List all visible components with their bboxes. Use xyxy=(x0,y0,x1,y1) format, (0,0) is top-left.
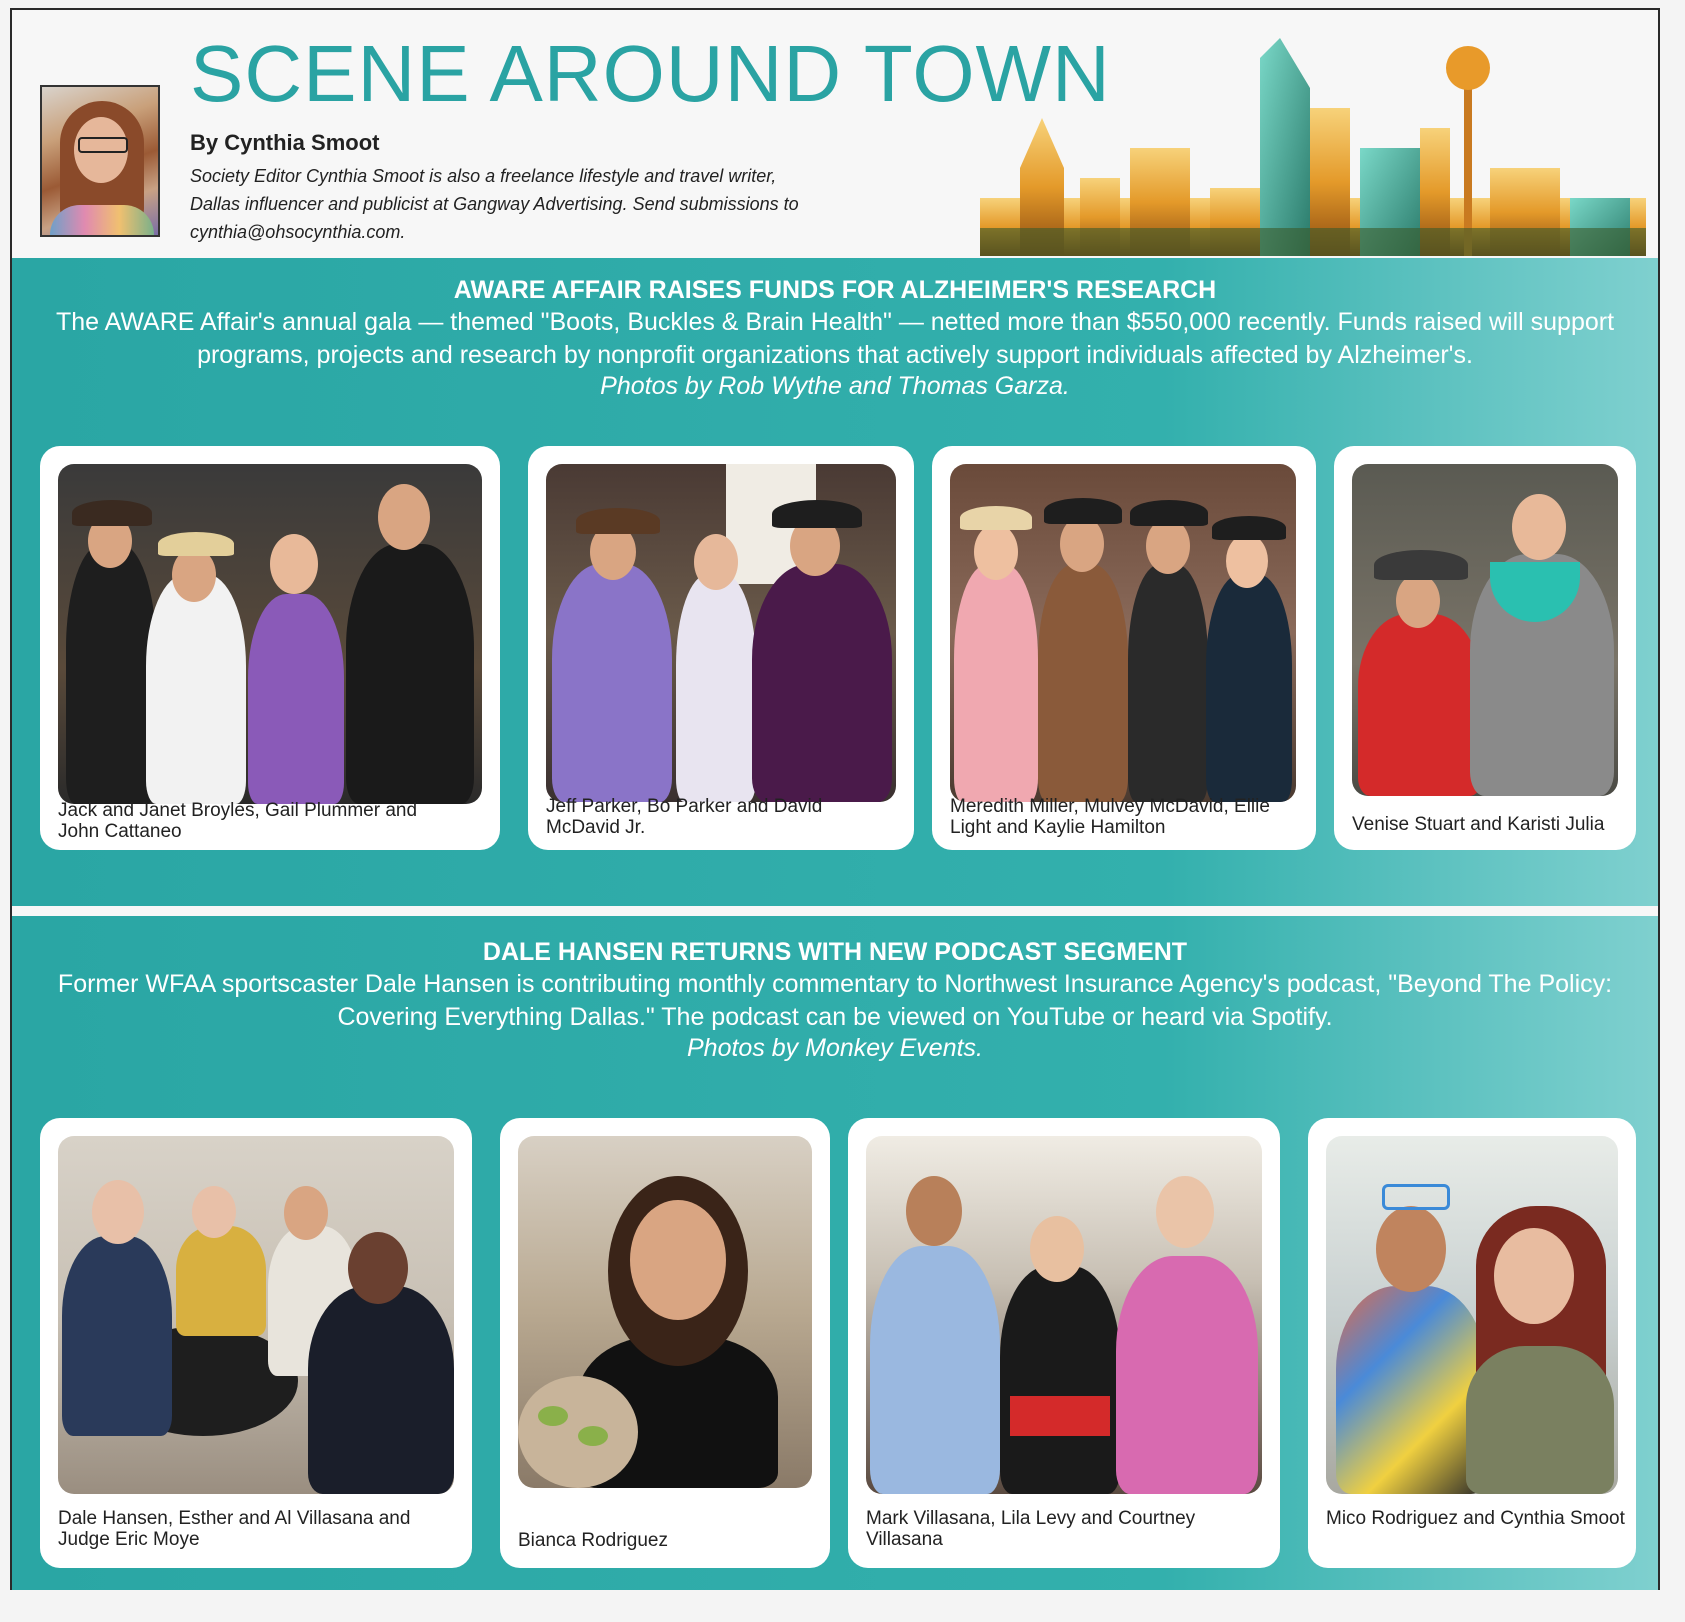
photo-caption: Bianca Rodriguez xyxy=(518,1530,668,1551)
page-title: SCENE AROUND TOWN xyxy=(190,29,1111,118)
photo-caption: Venise Stuart and Karisti Julia xyxy=(1352,814,1605,835)
photo-caption: Jack and Janet Broyles, Gail Plummer and John Cattaneo xyxy=(58,800,418,842)
section-body: Former WFAA sportscaster Dale Hansen is contributing monthly commentary to Northwest Insurance Agency's podcast, "Beyond The Policy: Covering Everything Dallas." The podcast can be viewed on YouTube or heard via Spotify. xyxy=(57,970,1613,1031)
section-heading: AWARE AFFAIR RAISES FUNDS FOR ALZHEIMER'S RESEARCH xyxy=(453,276,1217,304)
photo-card xyxy=(1334,446,1636,850)
section-dale-hansen xyxy=(12,916,1658,1590)
event-photo xyxy=(546,464,896,802)
photo-card xyxy=(40,446,500,850)
section-body: The AWARE Affair's annual gala — themed "Boots, Buckles & Brain Health" — netted more than $550,000 recently. Funds raised will support programs, projects and research by nonprofit organizations that actively support individuals affected by Alzheimer's. xyxy=(55,308,1615,369)
photo-credit: Photos by Rob Wythe and Thomas Garza. xyxy=(600,372,1070,400)
event-photo xyxy=(1352,464,1618,796)
magazine-page xyxy=(10,8,1660,1590)
photo-caption: Mark Villasana, Lila Levy and Courtney Villasana xyxy=(866,1508,1196,1550)
event-photo xyxy=(866,1136,1262,1494)
photo-caption: Meredith Miller, Mulvey McDavid, Ellie Light and Kaylie Hamilton xyxy=(950,796,1270,838)
event-photo xyxy=(950,464,1296,802)
photo-card xyxy=(528,446,914,850)
photo-caption: Dale Hansen, Esther and Al Villasana and Judge Eric Moye xyxy=(58,1508,411,1550)
author-headshot xyxy=(40,85,160,237)
photo-caption: Mico Rodriguez and Cynthia Smoot xyxy=(1326,1508,1625,1529)
photo-card xyxy=(40,1118,472,1568)
section-divider xyxy=(12,906,1658,916)
dallas-skyline-image xyxy=(980,28,1646,256)
photo-caption: Jeff Parker, Bo Parker and David McDavid Jr. xyxy=(546,796,823,838)
event-photo xyxy=(1326,1136,1618,1494)
section-heading: DALE HANSEN RETURNS WITH NEW PODCAST SEGMENT xyxy=(482,938,1188,966)
photo-credit: Photos by Monkey Events. xyxy=(687,1034,983,1062)
photo-card xyxy=(1308,1118,1636,1568)
byline: By Cynthia Smoot xyxy=(190,130,380,155)
event-photo xyxy=(58,1136,454,1494)
photo-card xyxy=(848,1118,1280,1568)
event-photo xyxy=(518,1136,812,1488)
event-photo xyxy=(58,464,482,804)
author-bio: Society Editor Cynthia Smoot is also a freelance lifestyle and travel writer, Dallas influencer and publicist at Gangway Advertising. Send submissions to cynthia@ohsocynthia.com. xyxy=(190,166,799,242)
section-aware-affair xyxy=(12,258,1658,906)
page-header xyxy=(12,10,1658,258)
photo-card xyxy=(500,1118,830,1568)
photo-card xyxy=(932,446,1316,850)
